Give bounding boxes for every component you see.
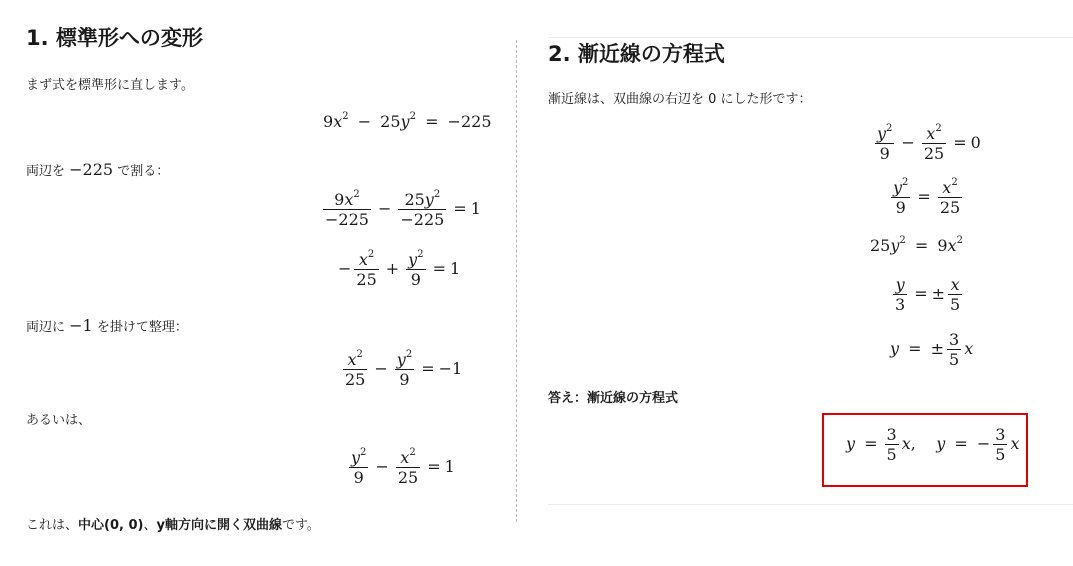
equation-simplified: − $\frac{x^2}{25}$ + $\frac{y^2}{9}$ = 1 — [338, 249, 461, 289]
equation-asymptote-solved: y = ± $\frac{3}{5}$ x — [890, 330, 974, 369]
equation-asymptote-cross: $25y^2 = 9x^2$ — [870, 235, 963, 255]
equation-asymptote-equal: $\frac{y^2}{9}$ = $\frac{x^2}{25}$ — [893, 177, 961, 217]
multiply-step-text: 両辺に −1 を掛けて整理： — [26, 316, 188, 335]
equation-divided: $\frac{9x^2}{-225}$ − $\frac{25y^2}{-225}$ = 1 — [325, 189, 481, 229]
alternative-text: あるいは、 — [26, 413, 92, 428]
column-divider — [516, 40, 517, 522]
equation-answer: y = $\frac{3}{5}$ x, y = − $\frac{3}{5}$ x — [846, 425, 1020, 464]
section-heading-asymptotes: 2. 漸近線の方程式 — [548, 42, 725, 66]
equation-multiplied: $\frac{x^2}{25}$ − $\frac{y^2}{9}$ = −1 — [345, 349, 463, 389]
equation-asymptote-zero: $\frac{y^2}{9}$ − $\frac{x^2}{25}$ = 0 — [877, 123, 981, 163]
answer-box — [822, 413, 1028, 487]
section-heading-standard-form: 1. 標準形への変形 — [26, 26, 203, 50]
answer-label: 答え：漸近線の方程式 — [548, 391, 679, 406]
asymptote-intro-text: 漸近線は、双曲線の右辺を 0 にした形です： — [548, 92, 812, 107]
conclusion-text: これは、中心(0, 0)、y軸方向に開く双曲線です。 — [26, 518, 320, 533]
equation-standard-form: $\frac{y^2}{9}$ − $\frac{x^2}{25}$ = 1 — [351, 447, 455, 487]
equation-original: $9x^2 - 25y^2 = -225$ — [323, 111, 492, 131]
intro-text: まず式を標準形に直します。 — [26, 78, 194, 93]
left-column — [0, 0, 515, 566]
divide-step-text: 両辺を −225 で割る： — [26, 160, 170, 179]
equation-asymptote-ratio: $\frac{y}{3}$ = ± $\frac{x}{5}$ — [895, 275, 961, 314]
